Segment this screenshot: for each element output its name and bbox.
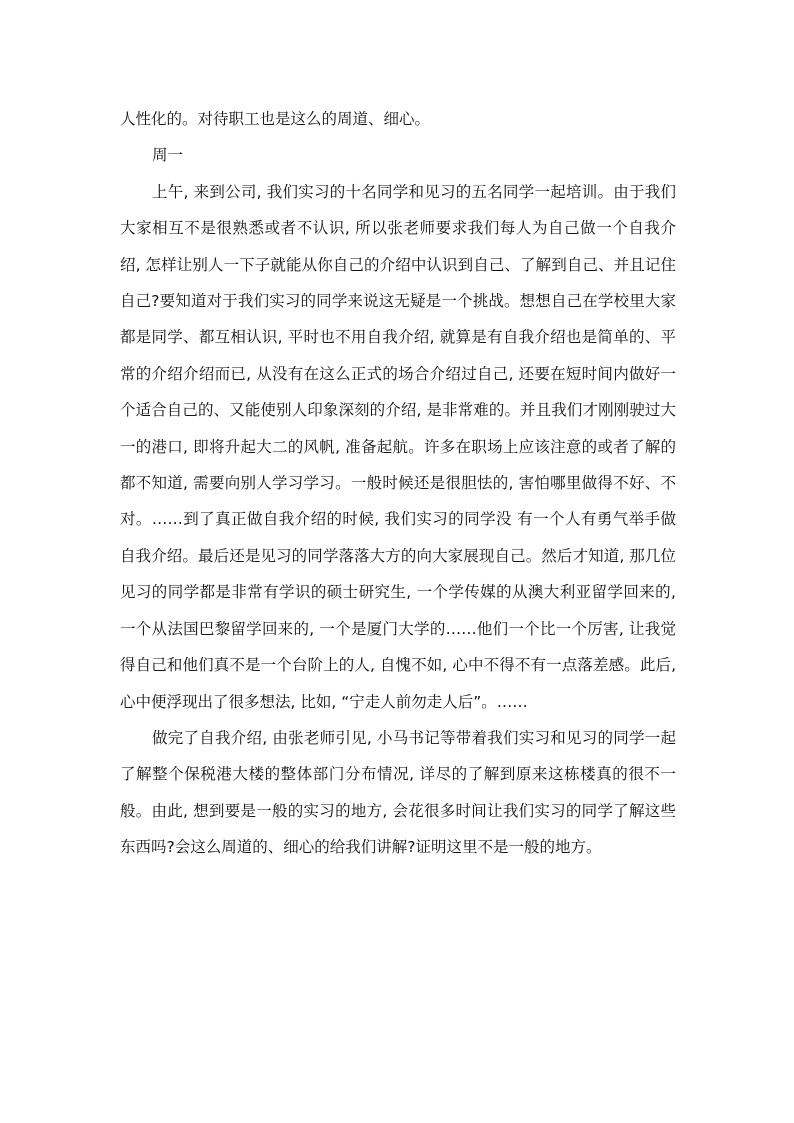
paragraph-self-introduction: 上午, 来到公司, 我们实习的十名同学和见习的五名同学一起培训。由于我们大家相互不是很熟悉或者不认识, 所以张老师要求我们每人为自己做一个自我介绍, 怎样让别人一下子就能从你自己的介绍中认识到自己、了解到自己、并且记住自己?要知道对于我们实习的同学来说这无疑是一个挑战。想想自己在学校里大家都是同学、都互相认识, 平时也不用自我介绍, 就算是有自我介绍也是简单的、平常的介绍介绍而已, 从没有在这么正式的场合介绍过自己, 还要在短时间内做好一个适合自己的、又能使别人印象深刻的介绍, 是非常难的。并且我们才刚刚驶过大一的港口, 即将升起大二的风帆, 准备起航。许多在职场上应该注意的或者了解的都不知道, 需要向别人学习学习。一般时候还是很胆怯的, 害怕哪里做得不好、不对。……到了真正做自我介绍的时候, 我们实习的同学没 有一个人有勇气举手做自我介绍。最后还是见习的同学落落大方的向大家展现自己。然后才知道, 那几位见习的同学都是非常有学识的硕士研究生, 一个学传媒的从澳大利亚留学回来的, 一个从法国巴黎留学回来的, 一个是厦门大学的……他们一个比一个厉害, 让我觉得自己和他们真不是一个台阶上的人, 自愧不如, 心中不得不有一点落差感。此后, 心中便浮现出了很多想法, 比如, “宁走人前勿走人后”。…… xyxy=(120,182,676,711)
paragraph-day-heading: 周一 xyxy=(152,146,184,165)
paragraph-continuation: 人性化的。对待职工也是这么的周道、细心。 xyxy=(120,110,431,128)
paragraph-building-tour: 做完了自我介绍, 由张老师引见, 小马书记等带着我们实习和见习的同学一起了解整个保税港大楼的整体部门分布情况, 详尽的了解到原来这栋楼真的很不一般。由此, 想到要是一般的实习的地方, 会花很多时间让我们实习的同学了解这些东西吗?会这么周道的、细心的给我们讲解?证明这里不是一般的地方。 xyxy=(120,728,676,857)
document-body xyxy=(120,101,676,866)
